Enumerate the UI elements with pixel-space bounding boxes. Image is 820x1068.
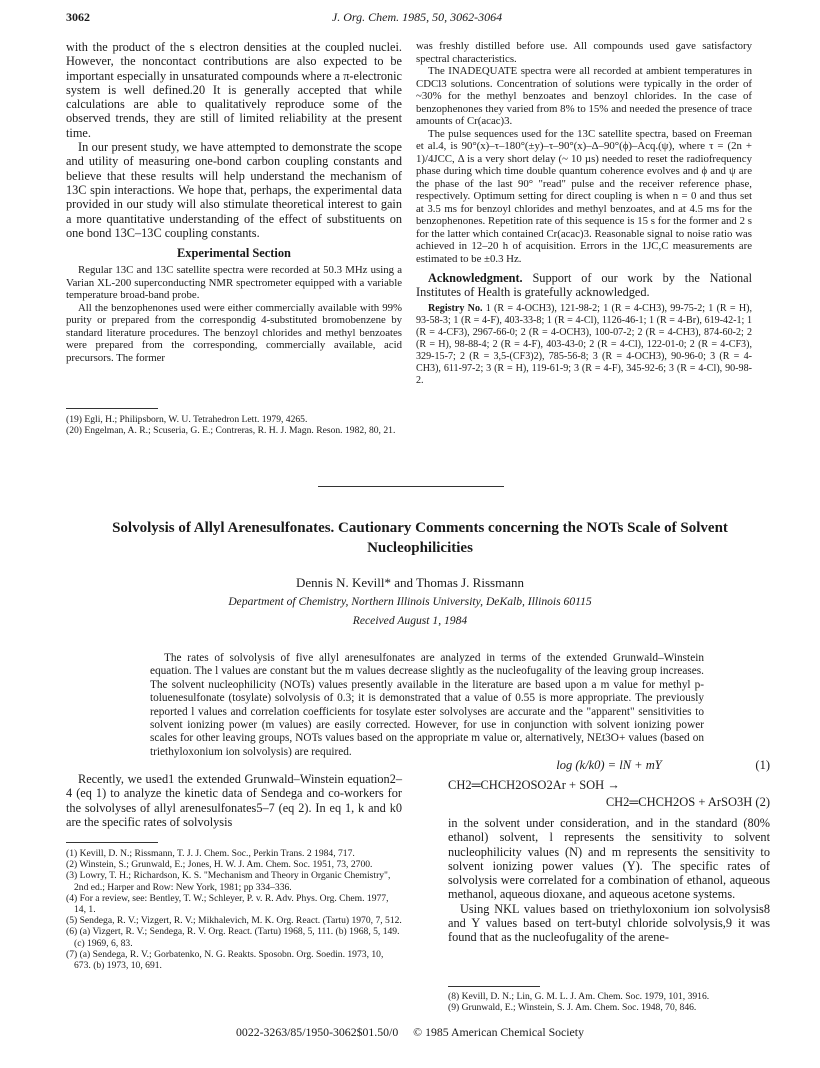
registry-numbers bbox=[416, 303, 752, 387]
equation-1-text: log (k/k0) = lN + mY bbox=[556, 758, 662, 772]
author-affiliation: Department of Chemistry, Northern Illinois University, DeKalb, Illinois 60115 bbox=[228, 595, 592, 608]
section-heading: Experimental Section bbox=[177, 246, 291, 261]
running-header bbox=[66, 10, 768, 28]
equation-1 bbox=[448, 758, 770, 774]
acknowledgment-text: Support of our work by the National Institutes of Health is gratefully acknowledged. bbox=[416, 271, 752, 300]
copyright-notice: © 1985 American Chemical Society bbox=[413, 1025, 584, 1039]
prev-article-left-column bbox=[66, 40, 402, 364]
experimental-paragraph: Regular 13C and 13C satellite spectra were recorded at 50.3 MHz using a Varian XL-200 superconducting NMR spectrometer equipped with a variable temperature broad-band probe. bbox=[66, 264, 402, 302]
article-title: Solvolysis of Allyl Arenesulfonates. Cautionary Comments concerning the NOTs Scale of Solvent Nucleophilicities bbox=[112, 520, 728, 556]
page-number: 3062 bbox=[66, 10, 90, 24]
equation-1-number: (1) bbox=[755, 758, 770, 772]
acknowledgment-label: Acknowledgment. bbox=[428, 271, 523, 285]
footnote: (2) Winstein, S.; Grunwald, E.; Jones, H. W. J. Am. Chem. Soc. 1951, 73, 2700. bbox=[66, 859, 373, 871]
footnote: (19) Egli, H.; Philipsborn, W. U. Tetrahedron Lett. 1979, 4265. bbox=[66, 414, 308, 425]
prev-article-right-column bbox=[416, 40, 752, 387]
received-date: Received August 1, 1984 bbox=[352, 614, 468, 627]
prev-paragraph: was freshly distilled before use. All compounds used gave satisfactory spectral characteristics. bbox=[416, 40, 752, 65]
prev-paragraph: In our present study, we have attempted to demonstrate the scope and utility of measuring one-bond carbon coupling constants and believe that these results will help understand the mechanism of 13C spin interactions. We hope that, perhaps, the experimental data provided in our study will also stimulate theoretical interest to gain a more quantitative understanding of the effect of substituents on one bond 13C–13C coupling constants. bbox=[66, 140, 402, 240]
experimental-paragraph: All the benzophenones used were either commercially available with 99% purity or prepared from the correspondig 4-substituted bromobenzene by standard literature procedures. The benzoyl chlorides and methyl benzoates were prepared from the corresponding, commercially available, acid precursors. The former bbox=[66, 301, 402, 364]
body-right-column bbox=[448, 816, 770, 945]
body-left-column bbox=[66, 772, 402, 829]
prev-paragraph: with the product of the s electron densities at the coupled nuclei. However, the noncontact contributions are also expected to be important especially in unsaturated compounds where a π-electronic system is well defined.20 It is generally accepted that while calculations are able to qualitatively reproduce some of the observed trends, they are still of limited reliability at the present time. bbox=[66, 40, 402, 140]
copyright-line bbox=[0, 1025, 820, 1040]
footnote: (6) (a) Vizgert, R. V.; Sendega, R. V. Org. React. (Tartu) 1968, 5, 111. (b) 1968, 5, 149. (c) 1969, 6, 83. bbox=[66, 926, 400, 949]
body-footnotes-right bbox=[448, 991, 770, 1013]
abstract: The rates of solvolysis of five allyl arenesulfonates are analyzed in terms of the extended Grunwald–Winstein equation. The l values are constant but the m values decrease slightly as the nucleofugality of the leaving group increases. The solvent nucleophilicity (NOTs) values presently available in the literature are based upon a m value for methyl p-toluenesulfonate (tosylate) solvolysis of 0.3; it is demonstrated that a value of 0.55 is more appropriate. The previously reported l values and correlation coefficients for tosylate ester solvolyses are accurate and the "apparent" sensitivities to solvent ionizing power (m values) are easily corrected. However, for use in conjunction with solvent ionizing power scales for other leaving groups, NOTs values based on the appropriate m value or, alternatively, NEt3O+ values (based on triethyloxonium ion solvolysis) are required. bbox=[150, 652, 704, 758]
registry-label: Registry No. bbox=[428, 302, 483, 314]
footnote-rule bbox=[448, 986, 540, 987]
acknowledgment bbox=[416, 271, 752, 300]
footnote-rule bbox=[66, 842, 158, 843]
footnote: (20) Engelman, A. R.; Scuseria, G. E.; Contreras, R. H. J. Magn. Reson. 1982, 80, 21. bbox=[66, 425, 396, 437]
article-code: 0022-3263/85/1950-3062$01.50/0 bbox=[236, 1025, 399, 1039]
footnote: (9) Grunwald, E.; Winstein, S. J. Am. Chem. Soc. 1948, 70, 846. bbox=[448, 1002, 697, 1014]
footnote: (5) Sendega, R. V.; Vizgert, R. V.; Mikhalevich, M. K. Org. React. (Tartu) 1970, 7, 512. bbox=[66, 915, 402, 927]
equation-2-reactants: CH2═CHCH2OSO2Ar + SOH → bbox=[448, 778, 620, 792]
equation-2-products: CH2═CHCH2OS + ArSO3H (2) bbox=[605, 795, 770, 809]
footnote: (7) (a) Sendega, R. V.; Gorbatenko, N. G. Reakts. Sposobn. Org. Soedin. 1973, 10, 673. (b) 1973, 10, 691. bbox=[66, 948, 384, 972]
footnote: (1) Kevill, D. N.; Rissmann, T. J. J. Chem. Soc., Perkin Trans. 2 1984, 717. bbox=[66, 848, 355, 859]
prev-paragraph: The INADEQUATE spectra were all recorded at ambient temperatures in CDCl3 solutions. Concentration of solutions were typically in the order of ~30% for the methyl benzoates and benzoyl chlorides. In the case of benzophenones they varied from 8% to 15% and needed the presence of trace amounts of Cr(acac)3. bbox=[416, 65, 752, 127]
prev-paragraph: The pulse sequences used for the 13C satellite spectra, based on Freeman et al.4, is 90°(x)–τ–180°(±y)–τ–90°(x)–Δ–90°(ϕ)–Acq.(ψ), where τ = (2n + 1)/4JCC, Δ is a very short delay (~ 10 µs) needed to reset the radiofrequency phase during which time double quantum coherence evolves and ϕ and ψ are the phase of the last 90° "read" pulse and the receiver reference phase, respectively. Optimum setting for direct coupling is when n = 0 and thus set at 3.5 ms for benzoyl chlorides and methyl benzoates, and at 4.5 ms for the benzophenones. Repetition rate of this sequence is 15 s for the former and 2 s for the latter which contained Cr(acac)3. Reasonable signal to noise ratio was achieved in 12–20 h of acquisition. Errors in the 1JC,C measurements are estimated to be ±0.3 Hz. bbox=[416, 127, 752, 265]
article-authors: Dennis N. Kevill* and Thomas J. Rissmann bbox=[296, 575, 524, 590]
footnote: (8) Kevill, D. N.; Lin, G. M. L. J. Am. Chem. Soc. 1979, 101, 3916. bbox=[448, 991, 710, 1002]
prev-footnotes bbox=[66, 414, 402, 436]
body-footnotes-left bbox=[66, 848, 402, 971]
footnote: (4) For a review, see: Bentley, T. W.; Schleyer, P. v. R. Adv. Phys. Org. Chem. 1977, 14, 1. bbox=[66, 892, 389, 916]
footnote: (3) Lowry, T. H.; Richardson, K. S. "Mechanism and Theory in Organic Chemistry", 2nd ed.; Harper and Row: New York, 1981; pp 334–336. bbox=[66, 870, 391, 893]
footnote-rule bbox=[66, 408, 158, 409]
body-paragraph: Using NKL values based on triethyloxonium ion solvolysis8 and Y values based on tert-butyl chloride solvolysis,9 it was found that as the nucleofugality of the arene- bbox=[448, 901, 770, 945]
journal-citation: J. Org. Chem. 1985, 50, 3062-3064 bbox=[331, 10, 503, 24]
body-paragraph: Recently, we used1 the extended Grunwald–Winstein equation2–4 (eq 1) to analyze the kinetic data of Sendega and co-workers for the solvolyses of allyl arenesulfonates5–7 (eq 2). In eq 1, k and k0 are the specific rates of solvolysis bbox=[66, 772, 402, 829]
registry-text: 1 (R = 4-OCH3), 121-98-2; 1 (R = 4-CH3), 99-75-2; 1 (R = H), 93-58-3; 1 (R = 4-F), 403-33-8; 1 (R = 4-Cl), 1126-46-1; 1 (R = 4-Br), 619-42-1; 1 (R = 4-CF3), 2967-66-0; 2 (R = 4-OCH3), 100-07-2; 2 (R = 4-CH3), 874-60-2; 2 (R = H), 98-88-4; 2 (R = 4-F), 403-43-0; 2 (R = 4-Cl), 122-01-0; 2 (R = 4-CF3), 329-15-7; 2 (R = 3,5-(CF3)2), 785-56-8; 3 (R = 4-OCH3), 90-96-0; 3 (R = 4-CH3), 611-97-2; 3 (R = H), 119-61-9; 3 (R = 4-F), 345-92-6; 3 (R = 4-Cl), 90-98-2. bbox=[416, 302, 752, 386]
body-paragraph: in the solvent under consideration, and in the standard (80% ethanol) solvent, l represents the sensitivity to solvent nucleophilicity values (N) and m represents the sensitivity to solvent ionizing power values (Y). The specific rates of solvolysis were correlated for a combination of ethanol, aqueous methanol, aqueous dioxane, and aqueous acetone systems. bbox=[448, 816, 770, 902]
article-separator bbox=[318, 486, 504, 487]
